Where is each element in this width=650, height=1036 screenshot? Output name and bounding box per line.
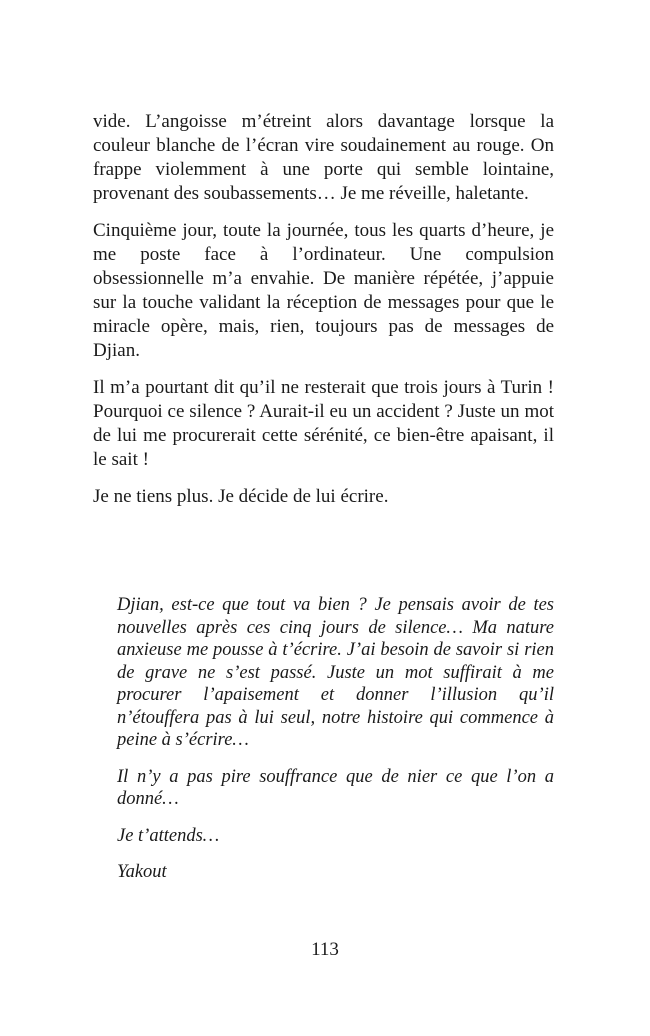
body-paragraph-2: Cinquième jour, toute la journée, tous les quarts d’heure, je me poste face à l’ordinateur. Une compulsion obsessionnelle m’a envahie. De manière répétée, j’appuie sur la touche validant la réception de messages pour que le miracle opère, mais, rien, toujours pas de messages de Djian. (93, 220, 554, 361)
body-paragraph-3: Il m’a pourtant dit qu’il ne resterait que trois jours à Turin ! Pourquoi ce silence ? Aurait-il eu un accident ? Juste un mot de lui me procurerait cette sérénité, ce bien-être apaisant, il le sait ! (93, 377, 554, 470)
body-paragraph-1: vide. L’angoisse m’étreint alors davantage lorsque la couleur blanche de l’écran vire soudainement au rouge. On frappe violemment à une porte qui semble lointaine, provenant des soubassements… Je me réveille, haletante. (93, 111, 554, 204)
page-number: 113 (311, 939, 339, 960)
body-text (93, 110, 554, 522)
letter-signature: Yakout (117, 862, 167, 882)
letter-closing: Je t’attends… (117, 825, 220, 846)
letter-paragraph-1: Djian, est-ce que tout va bien ? Je pensais avoir de tes nouvelles après ces cinq jours de silence… Ma nature anxieuse me pousse à t’écrire. J’ai besoin de savoir si rien de grave ne s’est passé. Juste un mot suffirait à me procurer l’apaisement et donner l’illusion qu’il n’étouffera pas à lui seul, notre histoire qui commence à peine à s’écrire… (117, 595, 554, 750)
letter-block (117, 594, 554, 898)
body-paragraph-4: Je ne tiens plus. Je décide de lui écrire. (93, 486, 389, 507)
letter-paragraph-2: Il n’y a pas pire souffrance que de nier ce que l’on a donné… (117, 766, 554, 809)
